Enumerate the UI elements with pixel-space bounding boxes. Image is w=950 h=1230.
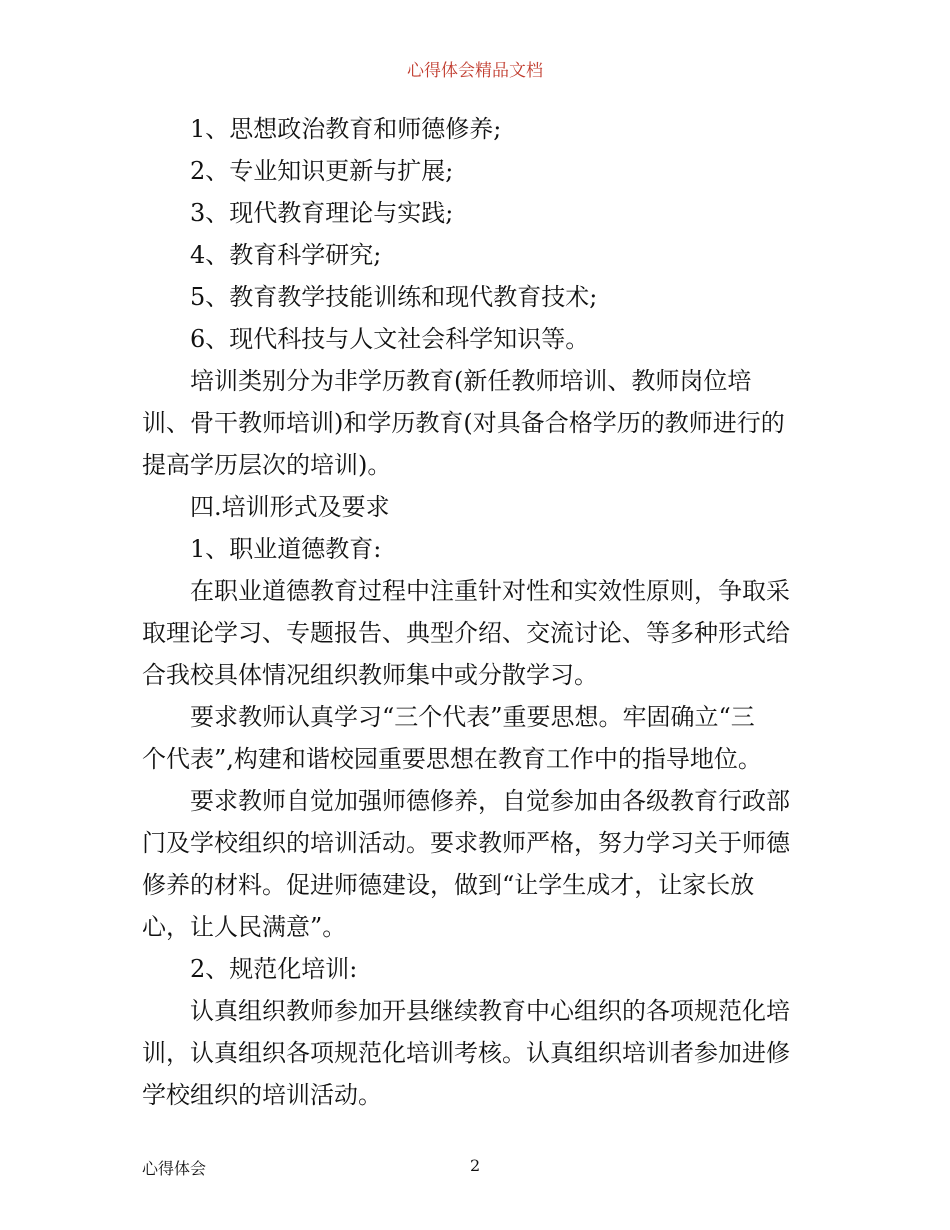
text-line: 学校组织的培训活动。: [142, 1081, 382, 1109]
text-line: 4、教育科学研究;: [190, 241, 382, 269]
text-line: 要求教师自觉加强师德修养，自觉参加由各级教育行政部: [190, 787, 790, 815]
text-line: 要求教师认真学习“三个代表”重要思想。牢固确立“三: [190, 703, 755, 731]
page-number: 2: [470, 1156, 481, 1175]
text-line: 心，让人民满意”。: [142, 913, 347, 941]
text-line: 训、骨干教师培训)和学历教育(对具备合格学历的教师进行的: [142, 409, 785, 437]
text-line: 个代表”,构建和谐校园重要思想在教育工作中的指导地位。: [142, 745, 762, 773]
text-line: 1、职业道德教育:: [190, 535, 382, 563]
text-line: 2、规范化培训:: [190, 955, 358, 983]
text-line: 5、教育教学技能训练和现代教育技术;: [190, 283, 598, 311]
text-line: 3、现代教育理论与实践;: [190, 199, 454, 227]
text-line: 门及学校组织的培训活动。要求教师严格，努力学习关于师德: [142, 829, 790, 857]
text-line: 2、专业知识更新与扩展;: [190, 157, 454, 185]
text-line: 取理论学习、专题报告、典型介绍、交流讨论、等多种形式给: [142, 619, 790, 647]
text-line: 培训类别分为非学历教育(新任教师培训、教师岗位培: [190, 367, 752, 395]
text-line: 1、思想政治教育和师德修养;: [190, 115, 502, 143]
page-header-title: 心得体会精品文档: [407, 61, 543, 81]
document-body: [142, 108, 812, 1116]
footer-label: 心得体会: [142, 1159, 207, 1178]
text-line: 四.培训形式及要求: [190, 493, 390, 521]
text-line: 6、现代科技与人文社会科学知识等。: [190, 325, 590, 353]
text-line: 在职业道德教育过程中注重针对性和实效性原则，争取采: [190, 577, 790, 605]
text-line: 训，认真组织各项规范化培训考核。认真组织培训者参加进修: [142, 1039, 790, 1067]
text-line: 认真组织教师参加开县继续教育中心组织的各项规范化培: [190, 997, 790, 1025]
text-line: 合我校具体情况组织教师集中或分散学习。: [142, 661, 598, 689]
text-line: 提高学历层次的培训)。: [142, 451, 392, 479]
text-line: 修养的材料。促进师德建设，做到“让学生成才，让家长放: [142, 871, 755, 899]
